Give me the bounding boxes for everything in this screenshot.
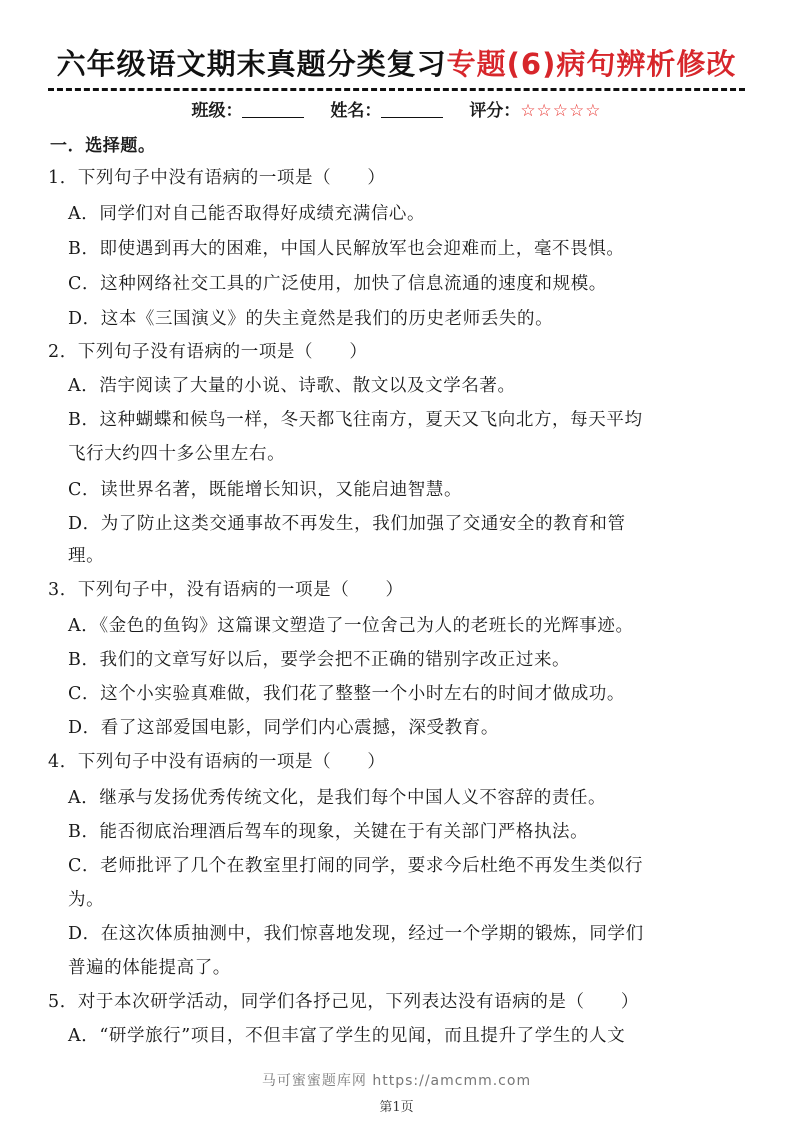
title-topic: 专题(6)病句辨析修改 [446, 47, 737, 81]
option-line: A．继承与发扬优秀传统文化，是我们每个中国人义不容辞的责任。 [68, 788, 607, 808]
watermark-footer: 马可蜜蜜题库网 https://amcmm.com [261, 1073, 532, 1089]
option-continuation: 普遍的体能提高了。 [68, 958, 231, 978]
option-line: A．浩宇阅读了大量的小说、诗歌、散文以及文学名著。 [68, 376, 516, 396]
score-stars: ☆☆☆☆☆ [520, 101, 602, 121]
option-line: D．看了这部爱国电影，同学们内心震撼，深受教育。 [68, 718, 499, 738]
option-continuation: 飞行大约四十多公里左右。 [68, 444, 286, 464]
option-line: C．这个小实验真难做，我们花了整整一个小时左右的时间才做成功。 [68, 684, 625, 704]
option-line: D．这本《三国演义》的失主竟然是我们的历史老师丢失的。 [68, 309, 554, 329]
option-line: D．为了防止这类交通事故不再发生，我们加强了交通安全的教育和管 [68, 514, 626, 534]
question-3: 3．下列句子中，没有语病的一项是（ ） [48, 580, 404, 600]
option-line: B．这种蝴蝶和候鸟一样，冬天都飞往南方，夏天又飞向北方，每天平均 [68, 410, 643, 430]
name-label: 姓名： [330, 101, 382, 121]
option-line: C．老师批评了几个在教室里打闹的同学，要求今后杜绝不再发生类似行 [68, 856, 644, 876]
option-line: B．即使遇到再大的困难，中国人民解放军也会迎难而上，毫不畏惧。 [68, 239, 625, 259]
name-field[interactable] [381, 101, 443, 118]
option-line: A．同学们对自己能否取得好成绩充满信心。 [68, 204, 426, 224]
option-line: C．读世界名著，既能增长知识，又能启迪智慧。 [68, 480, 463, 500]
option-line: B．能否彻底治理酒后驾车的现象，关键在于有关部门严格执法。 [68, 822, 589, 842]
class-label: 班级： [191, 101, 243, 121]
question-5: 5．对于本次研学活动，同学们各抒己见，下列表达没有语病的是（ ） [48, 992, 639, 1012]
question-1: 1．下列句子中没有语病的一项是（ ） [48, 168, 386, 188]
option-line: B．我们的文章写好以后，要学会把不正确的错别字改正过来。 [68, 650, 571, 670]
title-divider [48, 88, 745, 91]
page-number: 第1页 [379, 1100, 414, 1115]
page-title [0, 42, 793, 83]
student-info-row [0, 96, 793, 121]
option-continuation: 理。 [68, 546, 105, 566]
question-2: 2．下列句子没有语病的一项是（ ） [48, 342, 368, 362]
score-label: 评分： [469, 101, 521, 121]
option-line: C．这种网络社交工具的广泛使用，加快了信息流通的速度和规模。 [68, 274, 607, 294]
question-4: 4．下列句子中没有语病的一项是（ ） [48, 752, 386, 772]
option-line: D．在这次体质抽测中，我们惊喜地发现，经过一个学期的锻炼，同学们 [68, 924, 644, 944]
class-field[interactable] [242, 101, 304, 118]
option-line: A．《金色的鱼钩》这篇课文塑造了一位舍己为人的老班长的光辉事迹。 [68, 616, 634, 636]
section-heading: 一．选择题。 [50, 136, 156, 156]
option-line: A．“研学旅行”项目，不但丰富了学生的见闻，而且提升了学生的人文 [68, 1026, 626, 1046]
option-continuation: 为。 [68, 890, 105, 910]
title-main: 六年级语文期末真题分类复习 [56, 47, 447, 81]
